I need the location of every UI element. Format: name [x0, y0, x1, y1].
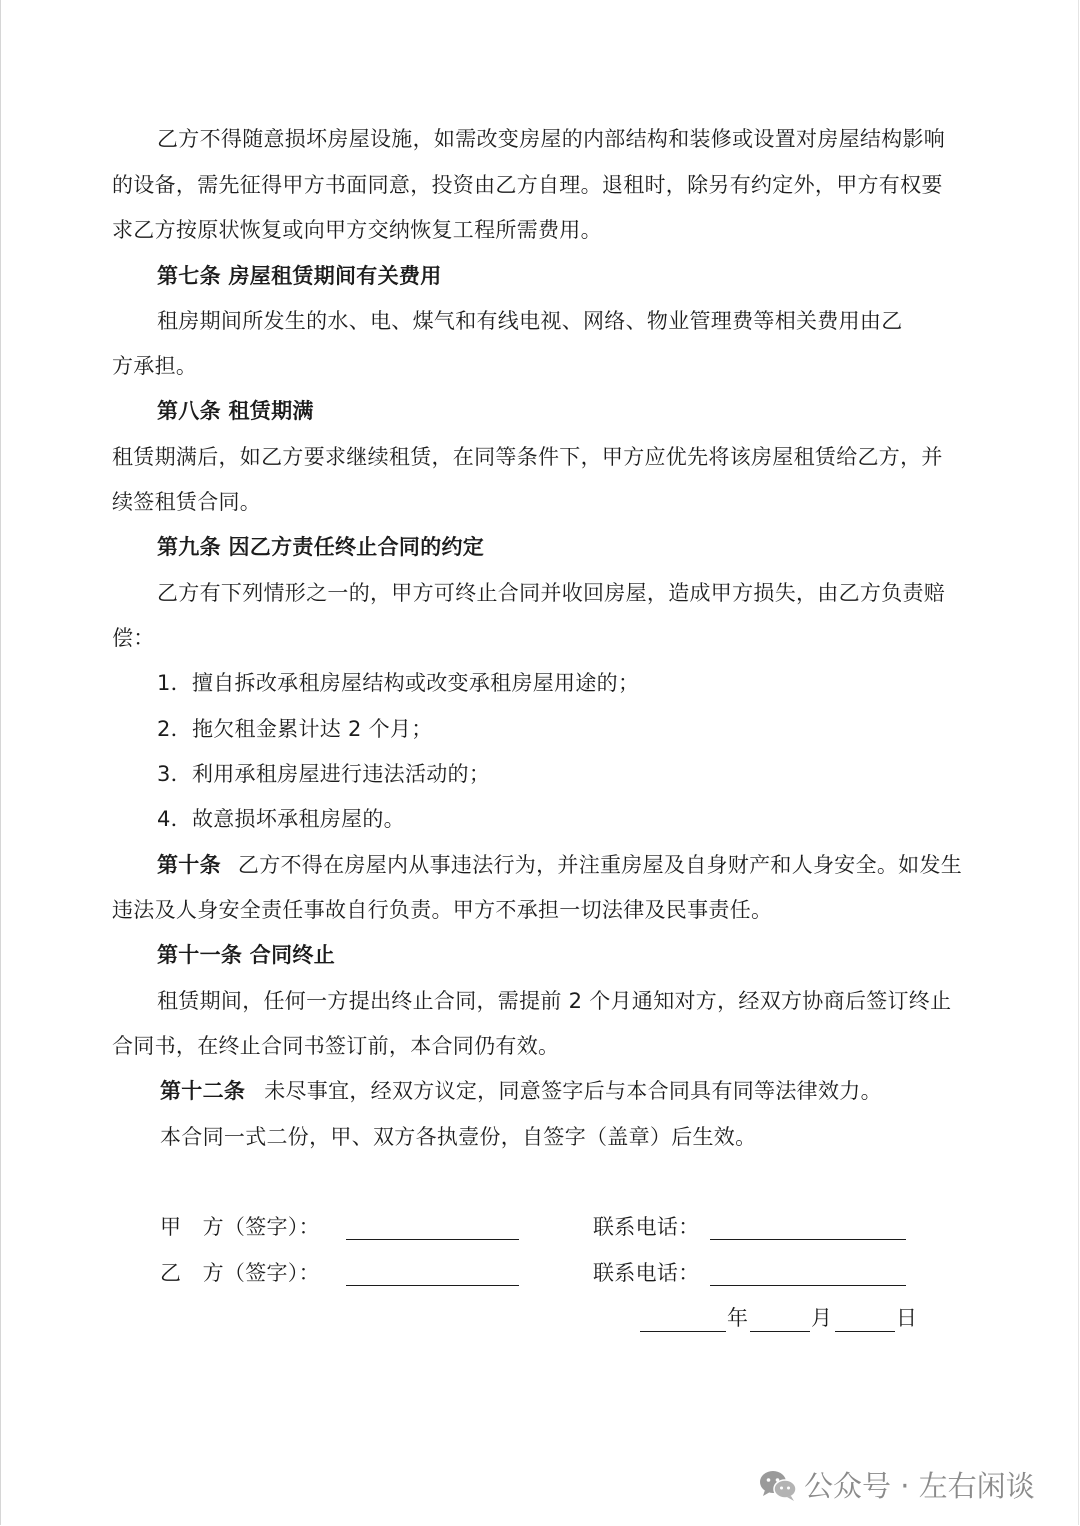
paragraph-line: 租房期间所发生的水、电、煤气和有线电视、网络、物业管理费等相关费用由乙 — [157, 309, 903, 333]
paragraph-line: 求乙方按原状恢复或向甲方交纳恢复工程所需费用。 — [112, 218, 602, 242]
list-item: 4．故意损坏承租房屋的。 — [157, 807, 405, 831]
party-b-signature-line[interactable] — [346, 1285, 519, 1286]
year-line[interactable] — [640, 1331, 726, 1332]
article-9-heading: 第九条 因乙方责任终止合同的约定 — [157, 535, 485, 559]
year-label: 年 — [727, 1306, 749, 1330]
article-10-heading: 第十条 — [157, 853, 221, 877]
paragraph-line: 租赁期满后，如乙方要求继续租赁，在同等条件下，甲方应优先将该房屋租赁给乙方，并 — [112, 445, 943, 469]
watermark-text: 公众号 · 左右闲谈 — [804, 1469, 1035, 1503]
month-label: 月 — [811, 1306, 833, 1330]
article-12-heading: 第十二条 — [160, 1079, 246, 1103]
list-item: 1．擅自拆改承租房屋结构或改变承租房屋用途的； — [157, 671, 640, 695]
party-b-phone-label: 联系电话： — [593, 1261, 700, 1285]
paragraph-line: 乙方有下列情形之一的，甲方可终止合同并收回房屋，造成甲方损失，由乙方负责赔 — [157, 581, 946, 605]
paragraph-line: 乙方不得在房屋内从事违法行为，并注重房屋及自身财产和人身安全。如发生 — [237, 853, 963, 877]
paragraph-line: 偿： — [112, 626, 155, 650]
article-7-heading: 第七条 房屋租赁期间有关费用 — [157, 264, 442, 288]
party-b-phone-line[interactable] — [710, 1285, 906, 1286]
closing-line: 本合同一式二份，甲、双方各执壹份，自签字（盖章）后生效。 — [160, 1125, 757, 1149]
list-item: 3．利用承租房屋进行违法活动的； — [157, 762, 491, 786]
paragraph-line: 租赁期间，任何一方提出终止合同，需提前 2 个月通知对方，经双方协商后签订终止 — [157, 989, 952, 1013]
party-b-signature-label: 乙 方（签字）： — [160, 1261, 320, 1285]
paragraph-line: 的设备，需先征得甲方书面同意，投资由乙方自理。退租时，除另有约定外，甲方有权要 — [112, 173, 943, 197]
paragraph-line: 未尽事宜，经双方议定，同意签字后与本合同具有同等法律效力。 — [264, 1079, 882, 1103]
watermark — [758, 1464, 1035, 1505]
paragraph-line: 续签租赁合同。 — [112, 490, 262, 514]
party-a-signature-label: 甲 方（签字）： — [160, 1215, 320, 1239]
paragraph-line: 合同书，在终止合同书签订前，本合同仍有效。 — [112, 1034, 560, 1058]
party-a-signature-line[interactable] — [346, 1239, 519, 1240]
paragraph-line: 方承担。 — [112, 354, 198, 378]
wechat-icon — [758, 1468, 798, 1502]
article-12 — [160, 1076, 882, 1106]
month-line[interactable] — [750, 1331, 810, 1332]
article-10 — [157, 850, 962, 880]
article-11-heading: 第十一条 合同终止 — [157, 943, 336, 967]
paragraph-line: 乙方不得随意损坏房屋设施，如需改变房屋的内部结构和装修或设置对房屋结构影响 — [157, 127, 946, 151]
day-line[interactable] — [835, 1331, 895, 1332]
day-label: 日 — [896, 1306, 918, 1330]
party-a-phone-label: 联系电话： — [593, 1215, 700, 1239]
paragraph-line: 违法及人身安全责任事故自行负责。甲方不承担一切法律及民事责任。 — [112, 898, 773, 922]
article-8-heading: 第八条 租赁期满 — [157, 399, 314, 423]
party-a-phone-line[interactable] — [710, 1239, 906, 1240]
list-item: 2．拖欠租金累计达 2 个月； — [157, 717, 433, 741]
